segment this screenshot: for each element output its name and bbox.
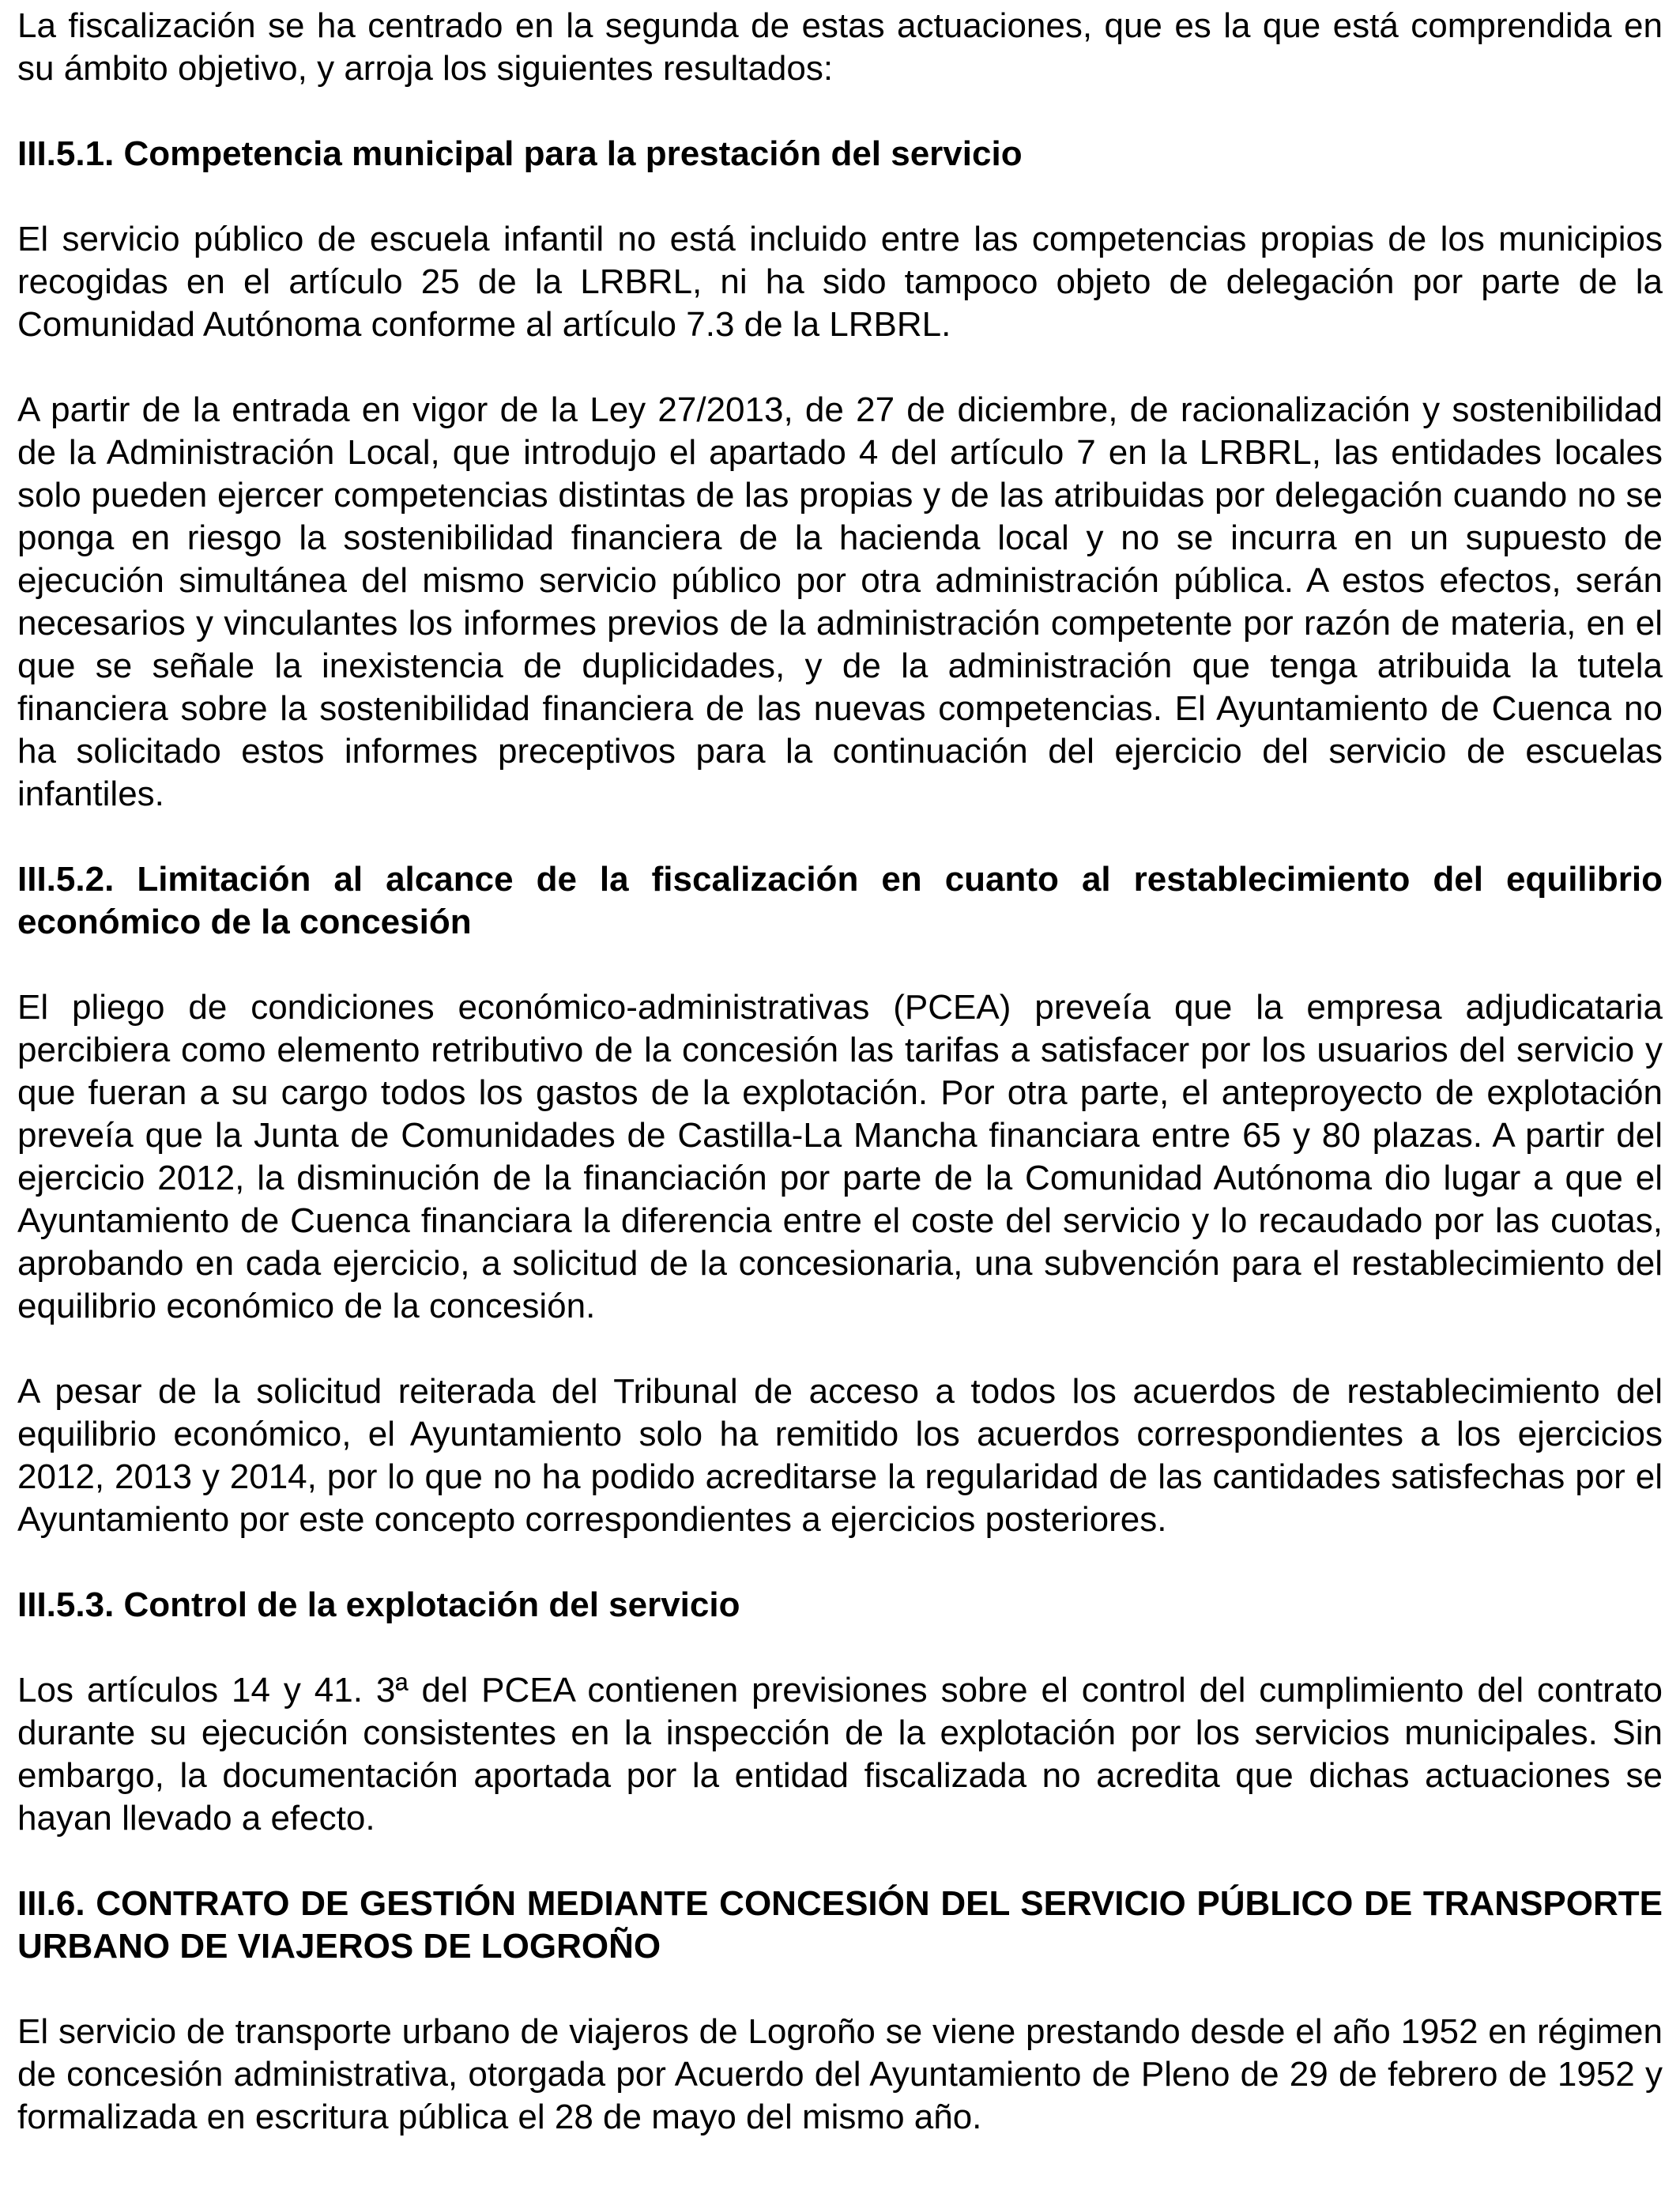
intro-paragraph: La fiscalización se ha centrado en la segunda de estas actuaciones, que es la que está comprendida en su ámbito objetivo, y arroja los siguientes resultados: [17,6,1663,88]
section-heading-iii-5-3: III.5.3. Control de la explotación del servicio [17,1585,740,1624]
paragraph-iii-5-1-a: El servicio público de escuela infantil no está incluido entre las competencias propias de los municipios recogidas en el artículo 25 de la LRBRL, ni ha sido tampoco objeto de delegación por parte de la Comunidad Autónoma conforme al artículo 7.3 de la LRBRL. [17,220,1663,344]
document-page [17,5,1663,2181]
paragraph-iii-5-2-b: A pesar de la solicitud reiterada del Tribunal de acceso a todos los acuerdos de restablecimiento del equilibrio económico, el Ayuntamiento solo ha remitido los acuerdos correspondientes a los ejercicios 2012, 2013 y 2014, por lo que no ha podido acreditarse la regularidad de las cantidades satisfechas por el Ayuntamiento por este concepto correspondientes a ejercicios posteriores. [17,1372,1663,1539]
section-heading-iii-6: III.6. CONTRATO DE GESTIÓN MEDIANTE CONCESIÓN DEL SERVICIO PÚBLICO DE TRANSPORTE URBANO DE VIAJEROS DE LOGROÑO [17,1884,1663,1966]
paragraph-iii-5-1-b: A partir de la entrada en vigor de la Ley 27/2013, de 27 de diciembre, de racionalización y sostenibilidad de la Administración Local, que introdujo el apartado 4 del artículo 7 en la LRBRL, las entidades locales solo pueden ejercer competencias distintas de las propias y de las atribuidas por delegación cuando no se ponga en riesgo la sostenibilidad financiera de la hacienda local y no se incurra en un supuesto de ejecución simultánea del mismo servicio público por otra administración pública. A estos efectos, serán necesarios y vinculantes los informes previos de la administración competente por razón de materia, en el que se señale la inexistencia de duplicidades, y de la administración que tenga atribuida la tutela financiera sobre la sostenibilidad financiera de las nuevas competencias. El Ayuntamiento de Cuenca no ha solicitado estos informes preceptivos para la continuación del ejercicio del servicio de escuelas infantiles. [17,390,1663,813]
section-heading-iii-5-2: III.5.2. Limitación al alcance de la fiscalización en cuanto al restablecimiento del equilibrio económico de la concesión [17,860,1663,941]
paragraph-iii-6-a: El servicio de transporte urbano de viajeros de Logroño se viene prestando desde el año 1952 en régimen de concesión administrativa, otorgada por Acuerdo del Ayuntamiento de Pleno de 29 de febrero de 1952 y formalizada en escritura pública el 28 de mayo del mismo año. [17,2012,1663,2136]
paragraph-iii-5-2-a: El pliego de condiciones económico-administrativas (PCEA) preveía que la empresa adjudicataria percibiera como elemento retributivo de la concesión las tarifas a satisfacer por los usuarios del servicio y que fueran a su cargo todos los gastos de la explotación. Por otra parte, el anteproyecto de explotación preveía que la Junta de Comunidades de Castilla-La Mancha financiara entre 65 y 80 plazas. A partir del ejercicio 2012, la disminución de la financiación por parte de la Comunidad Autónoma dio lugar a que el Ayuntamiento de Cuenca financiara la diferencia entre el coste del servicio y lo recaudado por las cuotas, aprobando en cada ejercicio, a solicitud de la concesionaria, una subvención para el restablecimiento del equilibrio económico de la concesión. [17,988,1663,1325]
paragraph-iii-5-3-a: Los artículos 14 y 41. 3ª del PCEA contienen previsiones sobre el control del cumplimiento del contrato durante su ejecución consistentes en la inspección de la explotación por los servicios municipales. Sin embargo, la documentación aportada por la entidad fiscalizada no acredita que dichas actuaciones se hayan llevado a efecto. [17,1671,1663,1838]
section-heading-iii-5-1: III.5.1. Competencia municipal para la prestación del servicio [17,134,1023,173]
